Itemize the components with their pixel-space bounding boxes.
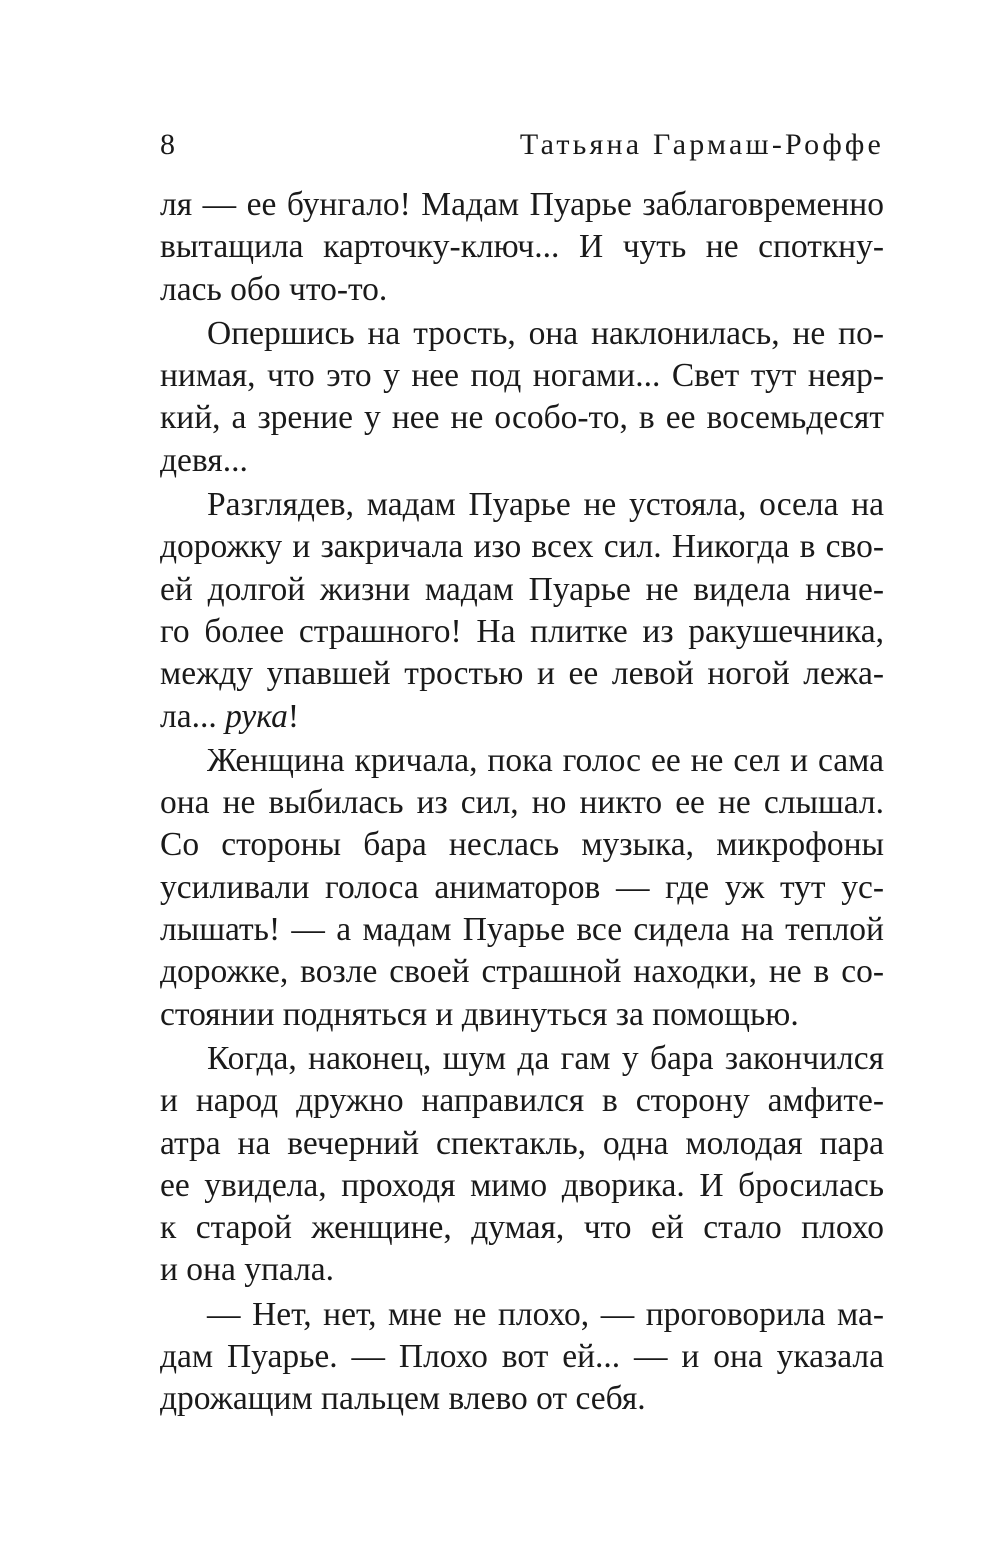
text-line: дорожке, возле своей страшной находки, не в со- [160, 953, 884, 991]
text-line: она не выбилась из сил, но никто ее не слышал. [160, 784, 884, 822]
text-line: Опершись на трость, она наклонилась, не по- [207, 314, 884, 352]
text-line: го более страшного! На плитке из ракушечника, [160, 612, 884, 650]
text-line: нимая, что это у нее под ногами... Свет тут неяр- [160, 357, 884, 395]
paragraph-6 [160, 1294, 884, 1421]
text-line: усиливали голоса аниматоров — где уж тут ус- [160, 868, 884, 906]
running-header [160, 120, 884, 170]
text-line [160, 696, 884, 738]
text-fragment: ла... [160, 697, 226, 735]
paragraph-5 [160, 1038, 884, 1292]
text-line: дорожку и закричала изо всех сил. Никогда в сво- [160, 528, 884, 566]
paragraph-4 [160, 740, 884, 1036]
paragraph-3 [160, 484, 884, 738]
text-fragment: ! [287, 697, 300, 735]
text-line: ее увидела, проходя мимо дворика. И бросилась [160, 1166, 884, 1204]
text-line: атра на вечерний спектакль, одна молодая пара [160, 1124, 884, 1162]
text-line: Женщина кричала, пока голос ее не сел и сама [207, 741, 884, 779]
text-line: лась обо что-то. [160, 270, 388, 308]
text-line: кий, а зрение у нее не особо-то, в ее восемьдесят [160, 399, 884, 437]
text-line: вытащила карточку-ключ... И чуть не споткну- [160, 228, 884, 266]
book-page [160, 120, 884, 1421]
paragraph-2 [160, 313, 884, 482]
text-line: к старой женщине, думая, что ей стало плохо [160, 1209, 884, 1247]
text-line: ля — ее бунгало! Мадам Пуарье заблаговременно [160, 186, 884, 223]
text-line: Со стороны бара неслась музыка, микрофоны [160, 826, 884, 864]
author-name: Татьяна Гармаш-Роффе [519, 128, 884, 161]
paragraph-1 [160, 184, 884, 311]
text-line: между упавшей тростью и ее левой ногой лежа- [160, 655, 884, 693]
text-line: Разглядев, мадам Пуарье не устояла, осела на [207, 486, 884, 524]
text-line: дрожащим пальцем влево от себя. [160, 1380, 646, 1418]
text-line: девя... [160, 441, 248, 479]
text-line: и народ дружно направился в сторону амфите- [160, 1082, 884, 1120]
italic-emphasis: рука [225, 697, 288, 735]
text-line: дам Пуарье. — Плохо вот ей... — и она указала [160, 1338, 884, 1376]
text-line: — Нет, нет, мне не плохо, — проговорила ма- [207, 1295, 884, 1333]
page-number: 8 [160, 128, 175, 161]
text-line: Когда, наконец, шум да гам у бара закончился [207, 1039, 884, 1077]
text-line: ей долгой жизни мадам Пуарье не видела ниче- [160, 570, 884, 608]
text-line: стоянии подняться и двинуться за помощью. [160, 995, 799, 1033]
text-line: и она упала. [160, 1251, 335, 1289]
text-line: лышать! — а мадам Пуарье все сидела на теплой [160, 911, 884, 949]
